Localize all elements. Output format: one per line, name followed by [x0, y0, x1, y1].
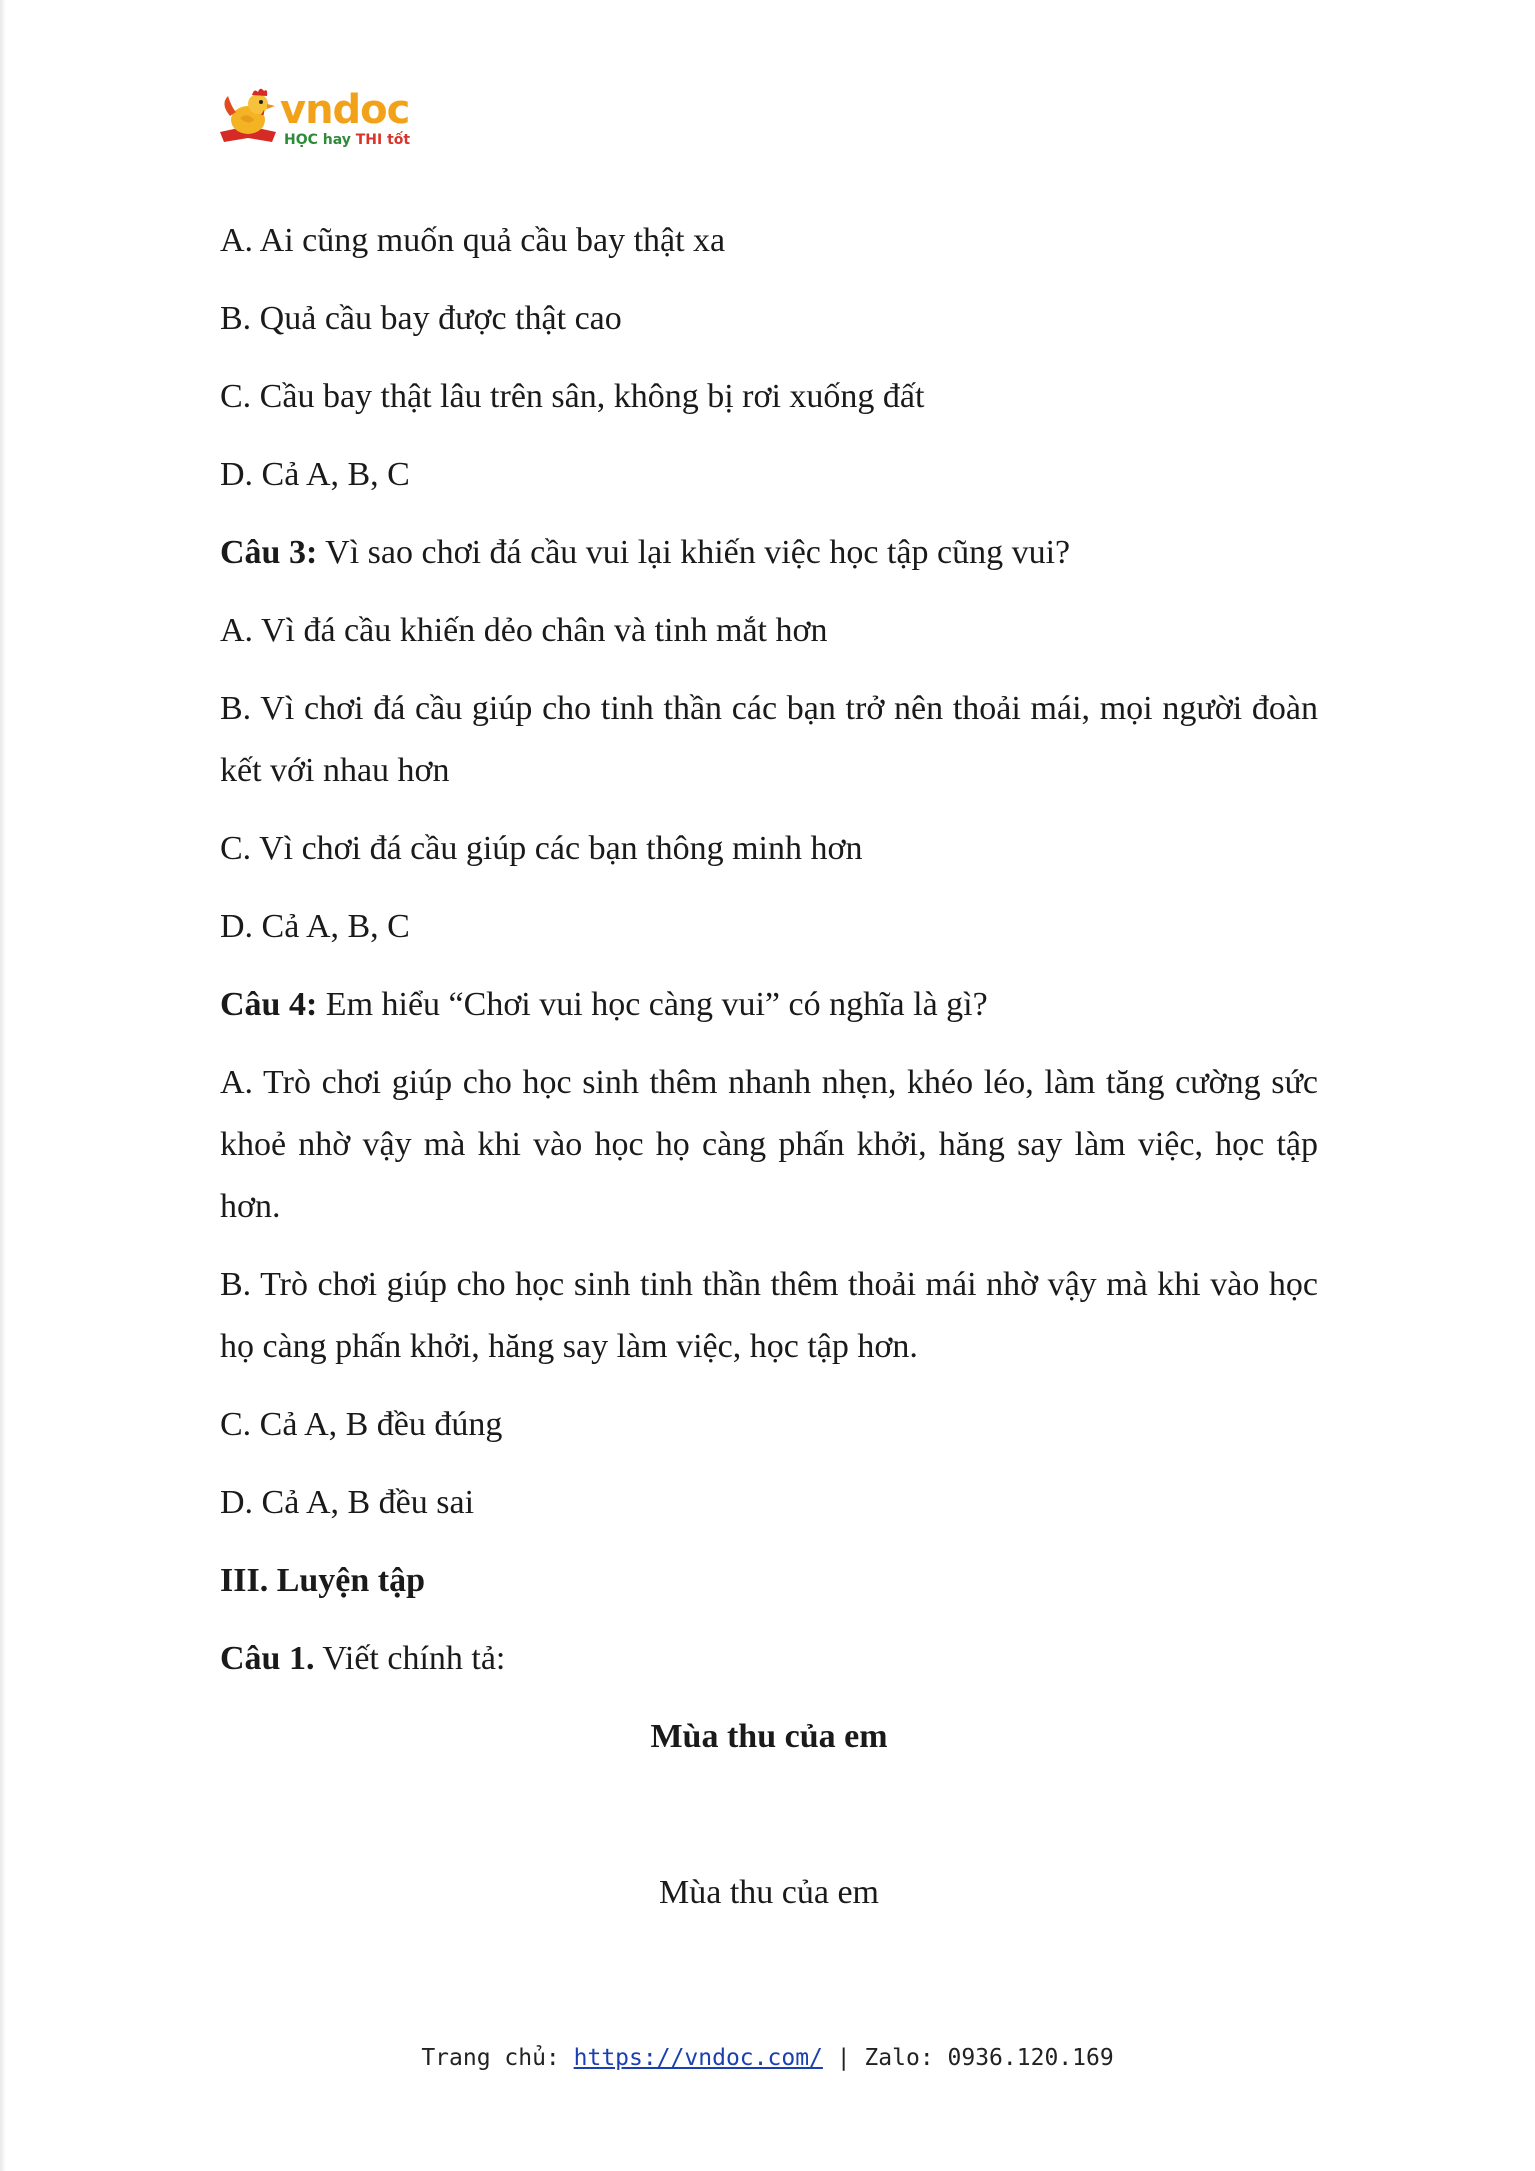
homepage-link[interactable]: https://vndoc.com/ [573, 2045, 823, 2071]
task-1 [220, 1628, 1318, 1690]
poem-title: Mùa thu của em [650, 1718, 888, 1755]
question-4 [220, 974, 1318, 1036]
question-3 [220, 522, 1318, 584]
answer-option: D. Cả A, B đều sai [220, 1484, 475, 1521]
vndoc-logo[interactable] [218, 86, 418, 156]
answer-option: B. Trò chơi giúp cho học sinh tinh thần thêm thoải mái nhờ vậy mà khi vào học họ càng phấn khởi, hăng say làm việc, học tập hơn. [220, 1266, 1318, 1365]
footer-prefix: Trang chủ: [421, 2045, 574, 2071]
answer-option: C. Cầu bay thật lâu trên sân, không bị rơi xuống đất [220, 378, 925, 415]
rooster-mascot-icon [218, 86, 280, 150]
logo-brand-text: vndoc [280, 87, 410, 133]
page-edge [0, 0, 6, 2171]
task-label: Câu 1. [220, 1640, 315, 1677]
document-body [220, 210, 1318, 1924]
spacer [220, 1768, 1318, 1862]
logo-tagline [284, 133, 410, 147]
question-label: Câu 4: [220, 986, 318, 1023]
answer-option: A. Ai cũng muốn quả cầu bay thật xa [220, 222, 726, 259]
answer-option: C. Vì chơi đá cầu giúp các bạn thông minh hơn [220, 830, 863, 867]
answer-option: D. Cả A, B, C [220, 456, 410, 493]
task-text: Viết chính tả: [314, 1640, 506, 1677]
question-label: Câu 3: [220, 534, 318, 571]
logo-tagline-part1: HỌC hay [284, 132, 356, 148]
footer-zalo: | Zalo: 0936.120.169 [822, 2045, 1114, 2071]
question-text: Vì sao chơi đá cầu vui lại khiến việc học tập cũng vui? [317, 534, 1071, 571]
answer-option: C. Cả A, B đều đúng [220, 1406, 503, 1443]
poem-line: Mùa thu của em [659, 1874, 879, 1911]
section-heading: III. Luyện tập [220, 1562, 426, 1599]
question-text: Em hiểu “Chơi vui học càng vui” có nghĩa là gì? [317, 986, 988, 1023]
logo-tagline-part2: THI tốt [355, 132, 411, 148]
answer-option: A. Trò chơi giúp cho học sinh thêm nhanh nhẹn, khéo léo, làm tăng cường sức khoẻ nhờ vậy mà khi vào học họ càng phấn khởi, hăng say làm việc, học tập hơn. [220, 1064, 1318, 1225]
answer-option: A. Vì đá cầu khiến dẻo chân và tinh mắt hơn [220, 612, 828, 649]
page-footer [0, 2045, 1535, 2071]
answer-option: D. Cả A, B, C [220, 908, 410, 945]
answer-option: B. Quả cầu bay được thật cao [220, 300, 622, 337]
answer-option: B. Vì chơi đá cầu giúp cho tinh thần các bạn trở nên thoải mái, mọi người đoàn kết với nhau hơn [220, 690, 1318, 789]
